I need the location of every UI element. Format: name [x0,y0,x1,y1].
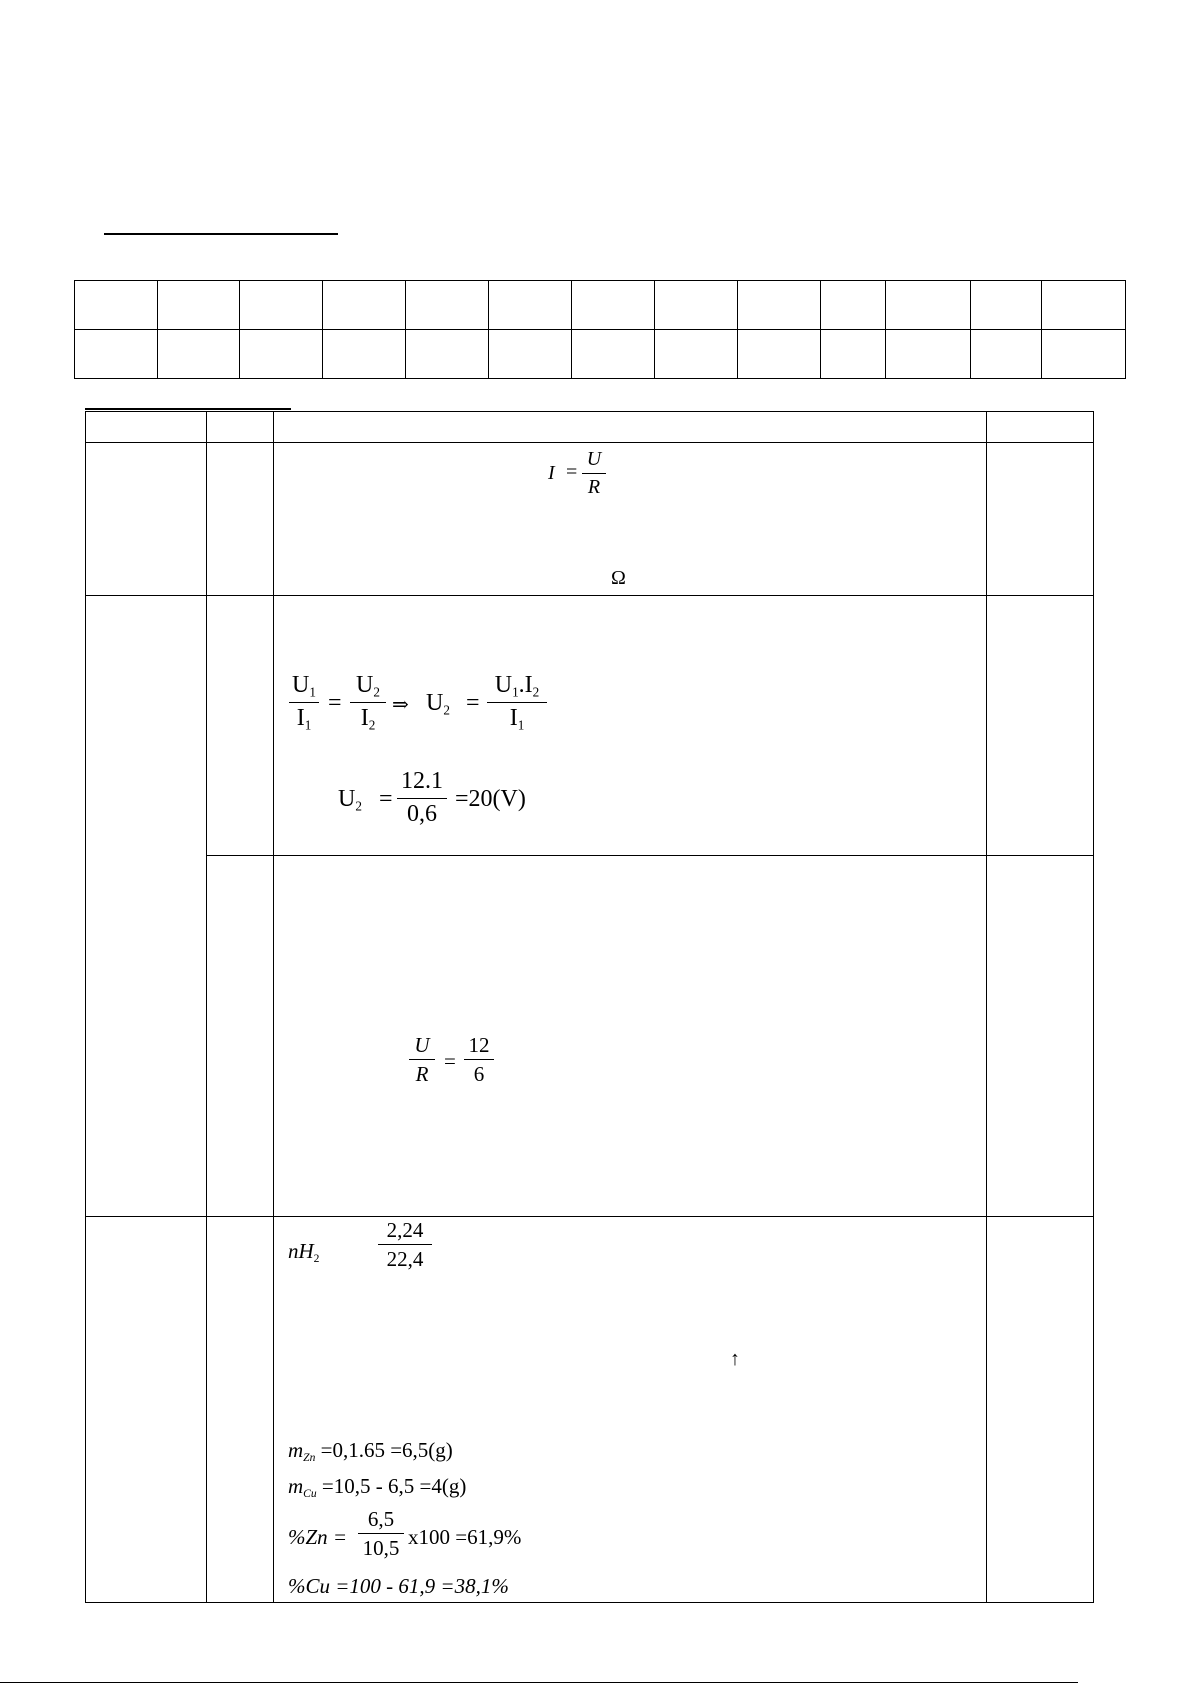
subscript: 2 [313,1253,320,1266]
symbol: .I [518,672,533,698]
subrow-divider [206,855,1094,856]
answer-cell [572,330,655,379]
symbol: U [494,672,513,698]
percent-cu-line: %Cu =100 - 61,9 =38,1% [288,1574,509,1598]
answer-cell [821,281,886,330]
column-divider [986,411,987,1603]
fraction [397,768,447,828]
fraction-bar [464,1059,494,1060]
fraction-bar [289,702,319,703]
fraction-numerator [350,672,386,700]
answer-grid-row [75,330,1126,379]
implies-symbol: ⇒ [392,694,409,716]
formula-lhs [338,786,362,815]
symbol: I [360,704,369,731]
answer-cell [971,330,1042,379]
fraction [378,1218,432,1271]
symbol: I [509,704,518,731]
answer-cell [158,330,240,379]
symbol: m [288,1438,304,1462]
answer-cell [821,330,886,379]
subscript: Cu [303,1488,317,1501]
row-divider [85,595,1094,596]
fraction-numerator: 6,5 [367,1507,395,1531]
subscript: Zn [303,1452,316,1465]
formula-lhs: %Zn = [288,1525,348,1549]
footer-rule [0,1682,1078,1683]
fraction-bar [409,1059,435,1060]
answer-cell [240,281,323,330]
heading-underline [104,233,338,235]
formula-lhs: I [548,462,555,484]
fraction-denominator: R [415,1062,429,1087]
subscript: 1 [517,717,525,733]
subscript: 2 [532,684,540,700]
mass-zn-line [288,1438,453,1464]
fraction-numerator: 2,24 [386,1218,424,1242]
result-value: x100 =61,9% [408,1525,522,1549]
fraction-numerator: 12.1 [401,768,443,794]
ohm-symbol: Ω [611,567,626,589]
fraction-numerator: U [414,1033,430,1057]
answer-cell [655,330,738,379]
fraction-denominator [487,705,547,733]
subscript: 2 [355,798,362,814]
answer-cell [1042,281,1126,330]
answer-cell [323,330,406,379]
fraction-denominator: 10,5 [362,1536,400,1561]
symbol: U [426,690,444,716]
subscript: 2 [368,717,376,733]
answer-cell [489,330,572,379]
answer-cell [738,330,821,379]
formula-eq: = [328,690,342,716]
gas-arrow-symbol: ↑ [730,1348,740,1370]
answer-cell [1042,330,1126,379]
formula-lhs [288,1239,319,1265]
answer-cell [572,281,655,330]
equation-rhs: =0,1.65 =6,5(g) [320,1438,453,1462]
formula-eq: = [444,1049,456,1073]
answer-cell [158,281,240,330]
fraction-bar [487,702,547,703]
fraction-denominator [289,705,319,733]
column-divider [206,411,207,1603]
fraction-bar [582,473,606,474]
fraction-denominator: 6 [473,1062,485,1087]
subscript: 1 [309,684,316,700]
subscript: 2 [443,702,450,718]
fraction-numerator [289,672,319,700]
fraction-numerator: U [586,448,602,470]
answer-cell [75,281,158,330]
row-divider [85,1216,1094,1217]
fraction-bar [350,702,386,703]
fraction-denominator: 0,6 [407,800,437,827]
fraction [582,448,606,499]
fraction-numerator [487,672,547,700]
answer-cell [655,281,738,330]
fraction-bar [358,1533,404,1534]
answer-cell [240,330,323,379]
fraction [487,672,547,733]
fraction [350,672,386,733]
answer-grid-row [75,281,1126,330]
mass-cu-line [288,1474,466,1500]
answer-cell [489,281,572,330]
subscript: 2 [373,684,380,700]
answer-cell [406,281,489,330]
header-row-divider [85,442,1094,443]
formula-eq: = [379,786,393,812]
column-divider [273,411,274,1603]
section-underline [85,408,291,410]
answer-cell [886,281,971,330]
formula-eq: = [566,461,578,483]
fraction-denominator: R [587,476,601,498]
fraction-denominator [350,705,386,733]
fraction-bar [397,798,447,799]
answer-cell [886,330,971,379]
subscript: 1 [512,684,519,700]
fraction-bar [378,1244,432,1245]
symbol: m [288,1474,304,1498]
answer-cell [738,281,821,330]
answer-grid [74,280,1126,379]
equation-rhs: =10,5 - 6,5 =4(g) [321,1474,467,1498]
symbol: U [292,672,310,698]
symbol: U [338,786,356,812]
fraction-numerator: 12 [468,1033,490,1057]
answer-cell [971,281,1042,330]
solution-table [85,411,1094,1603]
result-value: =20(V) [455,786,526,812]
answer-cell [75,330,158,379]
fraction [409,1033,435,1086]
symbol: U [356,672,374,698]
formula-lhs [426,690,450,719]
formula-eq: = [466,690,480,716]
fraction [289,672,319,733]
answer-cell [406,330,489,379]
answer-cell [323,281,406,330]
fraction-denominator: 22,4 [386,1247,424,1272]
subscript: 1 [304,717,312,733]
symbol: nH [288,1239,314,1263]
symbol: I [296,704,305,731]
fraction [358,1507,404,1560]
fraction [464,1033,494,1086]
